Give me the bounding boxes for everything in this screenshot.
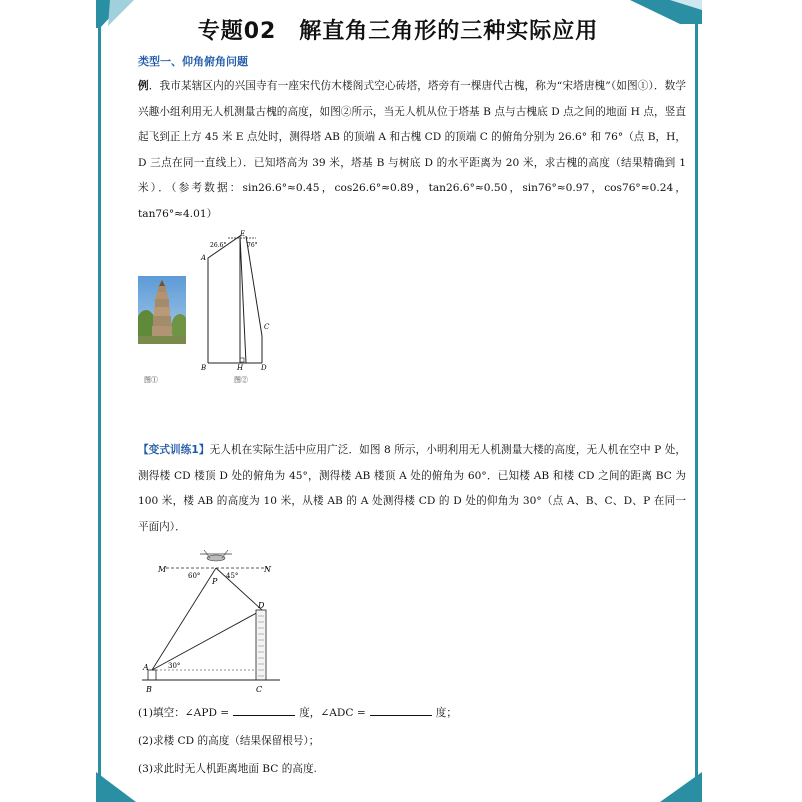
line-pa	[152, 568, 216, 670]
figure1-caption: 图①	[144, 376, 158, 384]
label-M: M	[158, 565, 167, 574]
pagoda-photo	[138, 276, 186, 344]
line-ad	[152, 610, 262, 670]
angle-label-76: 76°	[247, 242, 258, 249]
label-C: C	[264, 323, 270, 331]
line-pd	[216, 568, 262, 610]
label-A2: A	[143, 663, 149, 672]
tower-outline	[208, 236, 240, 363]
variant-paragraph	[138, 438, 686, 540]
right-angle-mark	[240, 358, 244, 362]
example-paragraph	[138, 74, 686, 228]
question-2: (2)求楼 CD 的高度（结果保留根号）；	[138, 735, 320, 747]
label-H: H	[237, 364, 244, 372]
question-1	[138, 705, 457, 720]
corner-decoration-bottom-right	[650, 772, 702, 802]
question-3: (3)求此时无人机距离地面 BC 的高度.	[138, 763, 317, 775]
line-e-h	[240, 236, 246, 363]
variant-text: 无人机在实际生活中应用广泛．如图 8 所示，小明利用无人机测量大楼的高度，无人机在空中 P 处，测得楼 CD 楼顶 D 处的俯角为 45°，测得楼 AB 楼顶 A 处的俯角为 60°．已知楼 AB 和楼 CD 之间的距离 BC 为 100 米，楼 AB 的高度为 10 米，从楼 AB 的 A 处测得楼 CD 的 D 处的仰角为 30°（点 A、B、C、D、P 在同一平面内）．	[138, 444, 686, 533]
question-1-mid: 度，∠ADC =	[299, 707, 366, 719]
variant-figure	[138, 546, 288, 696]
page-title: 专题02 解直角三角形的三种实际应用	[197, 19, 599, 44]
answer-blank-adc[interactable]	[370, 705, 432, 716]
section-heading: 类型一、仰角俯角问题	[138, 55, 248, 68]
question-1-prefix: (1)填空：∠APD =	[138, 707, 230, 719]
building-cd	[256, 610, 266, 680]
drone-icon	[200, 550, 232, 561]
label-P: P	[212, 577, 218, 586]
label-B2: B	[146, 685, 152, 694]
page-frame-left	[98, 0, 101, 802]
example-label: 例	[138, 80, 149, 92]
variant-label: 【变式训练1】	[138, 444, 210, 456]
label-N: N	[264, 565, 271, 574]
angle-label-60: 60°	[188, 572, 201, 580]
question-1-suffix: 度；	[435, 707, 457, 719]
label-A: A	[201, 254, 207, 262]
example-text: ．我市某辖区内的兴国寺有一座宋代仿木楼阁式空心砖塔，塔旁有一棵唐代古槐，称为“宋塔唐槐”（如图①）．数学兴趣小组利用无人机测量古槐的高度，如图②所示，当无人机从位于塔基 B 点与古槐底 D 点之间的地面 H 点，竖直起飞到正上方 45 米 E 点处时，测得塔 AB 的顶端 A 和古槐 CD 的顶端 C 的俯角分别为 26.6° 和 76°（点 B，H，D 三点在同一直线上）．已知塔高为 39 米，塔基 B 与树底 D 的水平距离为 20 米，求古槐的高度（结果精确到 1 米）．（参考数据：sin26.6°≈0.45，cos26.6°≈0.89，tan26.6°≈0.50，sin76°≈0.97，cos76°≈0.24，tan76°≈4.01）	[138, 80, 687, 220]
label-D2: D	[258, 601, 265, 610]
line-e-c	[246, 236, 262, 336]
label-C2: C	[256, 685, 263, 694]
corner-decoration-bottom-left	[96, 772, 146, 802]
figure2-caption: 图②	[234, 376, 248, 384]
building-ab	[148, 670, 156, 680]
label-D: D	[261, 364, 267, 372]
angle-label-45: 45°	[226, 572, 239, 580]
label-E: E	[240, 230, 246, 238]
label-B: B	[201, 364, 207, 372]
angle-label-26-6: 26.6°	[210, 242, 227, 249]
angle-label-30: 30°	[168, 662, 181, 670]
figure2-diagram	[196, 228, 282, 372]
page-frame-right	[695, 0, 698, 802]
answer-blank-apd[interactable]	[233, 705, 295, 716]
